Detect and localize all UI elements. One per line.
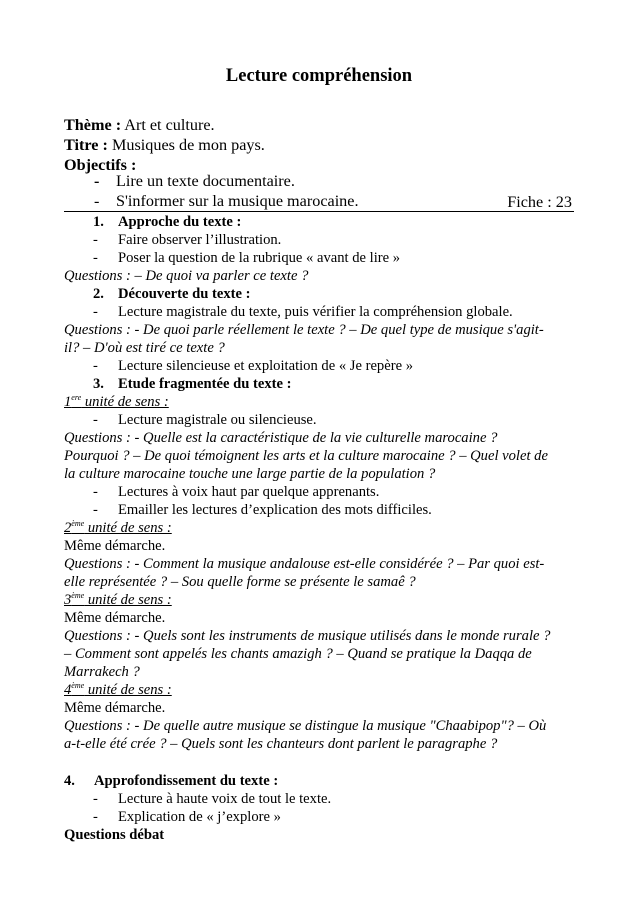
- questions-line: Questions : - Quelle est la caractéristique de la vie culturelle marocaine ?: [64, 430, 498, 446]
- list-item-text: Poser la question de la rubrique « avant de lire »: [118, 250, 401, 266]
- section-2-title: Découverte du texte :: [118, 286, 251, 302]
- section-4-title: Approfondissement du texte :: [94, 773, 279, 789]
- section-2-number: 2.: [93, 286, 104, 302]
- unit-1-sup: ere: [71, 393, 82, 402]
- titre-line: [64, 136, 265, 154]
- unit-4-sup: ème: [71, 681, 85, 690]
- questions-line: Marrakech ?: [64, 664, 140, 680]
- titre-label: Titre :: [64, 136, 108, 154]
- list-item: - Lecture à haute voix de tout le texte.: [93, 791, 332, 807]
- unit-4-label: unité de sens :: [84, 682, 172, 698]
- list-item: - Lecture magistrale du texte, puis vérifier la compréhension globale.: [93, 304, 513, 320]
- list-item: - Lecture magistrale ou silencieuse.: [93, 412, 317, 428]
- section-3-number: 3.: [93, 376, 104, 392]
- page-title: Lecture compréhension: [225, 66, 413, 86]
- list-item-text: Emailler les lectures d’explication des mots difficiles.: [118, 502, 432, 518]
- unit-2-label: unité de sens :: [84, 520, 172, 536]
- questions-line: elle représentée ? – Sou quelle forme se présente le samaê ?: [64, 574, 416, 590]
- list-item-text: Lecture à haute voix de tout le texte.: [118, 791, 332, 807]
- section-4-heading: [64, 772, 278, 790]
- questions-line: Questions : - Comment la musique andalouse est-elle considérée ? – Par quoi est-: [64, 556, 545, 572]
- section-1-heading: [93, 213, 241, 231]
- list-item-text: Lecture magistrale du texte, puis vérifier la compréhension globale.: [118, 304, 513, 320]
- questions-line: Questions : - De quoi parle réellement le texte ? – De quel type de musique s'agit-: [64, 322, 544, 338]
- section-4-number: 4.: [64, 773, 75, 789]
- objectif-2-text: S'informer sur la musique marocaine.: [116, 192, 359, 210]
- list-item: - Lectures à voix haut par quelque apprenants.: [93, 484, 380, 500]
- list-item: - Emailler les lectures d’explication des mots difficiles.: [93, 502, 432, 518]
- questions-line: Questions : – De quoi va parler ce texte ?: [64, 268, 309, 284]
- objectifs-label: Objectifs :: [64, 156, 137, 174]
- questions-line: Questions : - De quelle autre musique se distingue la musique "Chaabipop"? – Où: [64, 718, 547, 734]
- titre-value: Musiques de mon pays.: [111, 136, 265, 154]
- unit-3-label: unité de sens :: [84, 592, 172, 608]
- questions-line: – Comment sont appelés les chants amazigh ? – Quand se pratique la Daqqa de: [64, 646, 532, 662]
- unit-4-heading: [64, 681, 172, 699]
- unit-1-label: unité de sens :: [81, 394, 169, 410]
- list-item-text: Lectures à voix haut par quelque apprenants.: [118, 484, 380, 500]
- questions-line: la culture marocaine touche une large partie de la population ?: [64, 466, 436, 482]
- objectif-item-2: - S'informer sur la musique marocaine.: [94, 192, 359, 210]
- section-2-heading: [93, 285, 251, 303]
- theme-label: Thème :: [64, 116, 122, 134]
- section-3-heading: [93, 375, 291, 393]
- list-item: - Explication de « j’explore »: [93, 809, 281, 825]
- unit-2-number: 2: [64, 520, 72, 536]
- same-approach-text: Même démarche.: [64, 538, 166, 554]
- unit-1-heading: [64, 393, 169, 411]
- list-item: - Poser la question de la rubrique « avant de lire »: [93, 250, 401, 266]
- list-item: - Lecture silencieuse et exploitation de « Je repère »: [93, 358, 413, 374]
- unit-3-heading: [64, 591, 172, 609]
- questions-line: a-t-elle été crée ? – Quels sont les chanteurs dont parlent le paragraphe ?: [64, 736, 498, 752]
- unit-2-heading: [64, 519, 172, 537]
- same-approach-text: Même démarche.: [64, 700, 166, 716]
- same-approach-text: Même démarche.: [64, 610, 166, 626]
- section-3-title: Etude fragmentée du texte :: [118, 376, 292, 392]
- questions-line: il? – D'où est tiré ce texte ?: [64, 340, 225, 356]
- fiche-number: Fiche : 23: [507, 193, 572, 211]
- list-item-text: Lecture magistrale ou silencieuse.: [118, 412, 317, 428]
- objectif-item-1: - Lire un texte documentaire.: [94, 172, 295, 190]
- theme-line: [64, 116, 215, 134]
- unit-2-sup: ème: [71, 519, 85, 528]
- header-divider: [64, 211, 574, 212]
- section-1-number: 1.: [93, 214, 104, 230]
- unit-1-number: 1: [64, 394, 72, 410]
- list-item: - Faire observer l’illustration.: [93, 232, 282, 248]
- questions-line: Questions : - Quels sont les instruments de musique utilisés dans le monde rurale ?: [64, 628, 551, 644]
- unit-3-sup: ème: [71, 591, 85, 600]
- unit-3-number: 3: [64, 592, 72, 608]
- list-item-text: Explication de « j’explore »: [118, 809, 281, 825]
- objectif-1-text: Lire un texte documentaire.: [116, 172, 295, 190]
- theme-value: Art et culture.: [124, 116, 215, 134]
- list-item-text: Faire observer l’illustration.: [118, 232, 282, 248]
- list-item-text: Lecture silencieuse et exploitation de « Je repère »: [118, 358, 413, 374]
- questions-line: Pourquoi ? – De quoi témoignent les arts et la culture marocaine ? – Quel volet de: [64, 448, 548, 464]
- unit-4-number: 4: [64, 682, 72, 698]
- debate-heading: Questions débat: [64, 827, 165, 843]
- section-1-title: Approche du texte :: [118, 214, 242, 230]
